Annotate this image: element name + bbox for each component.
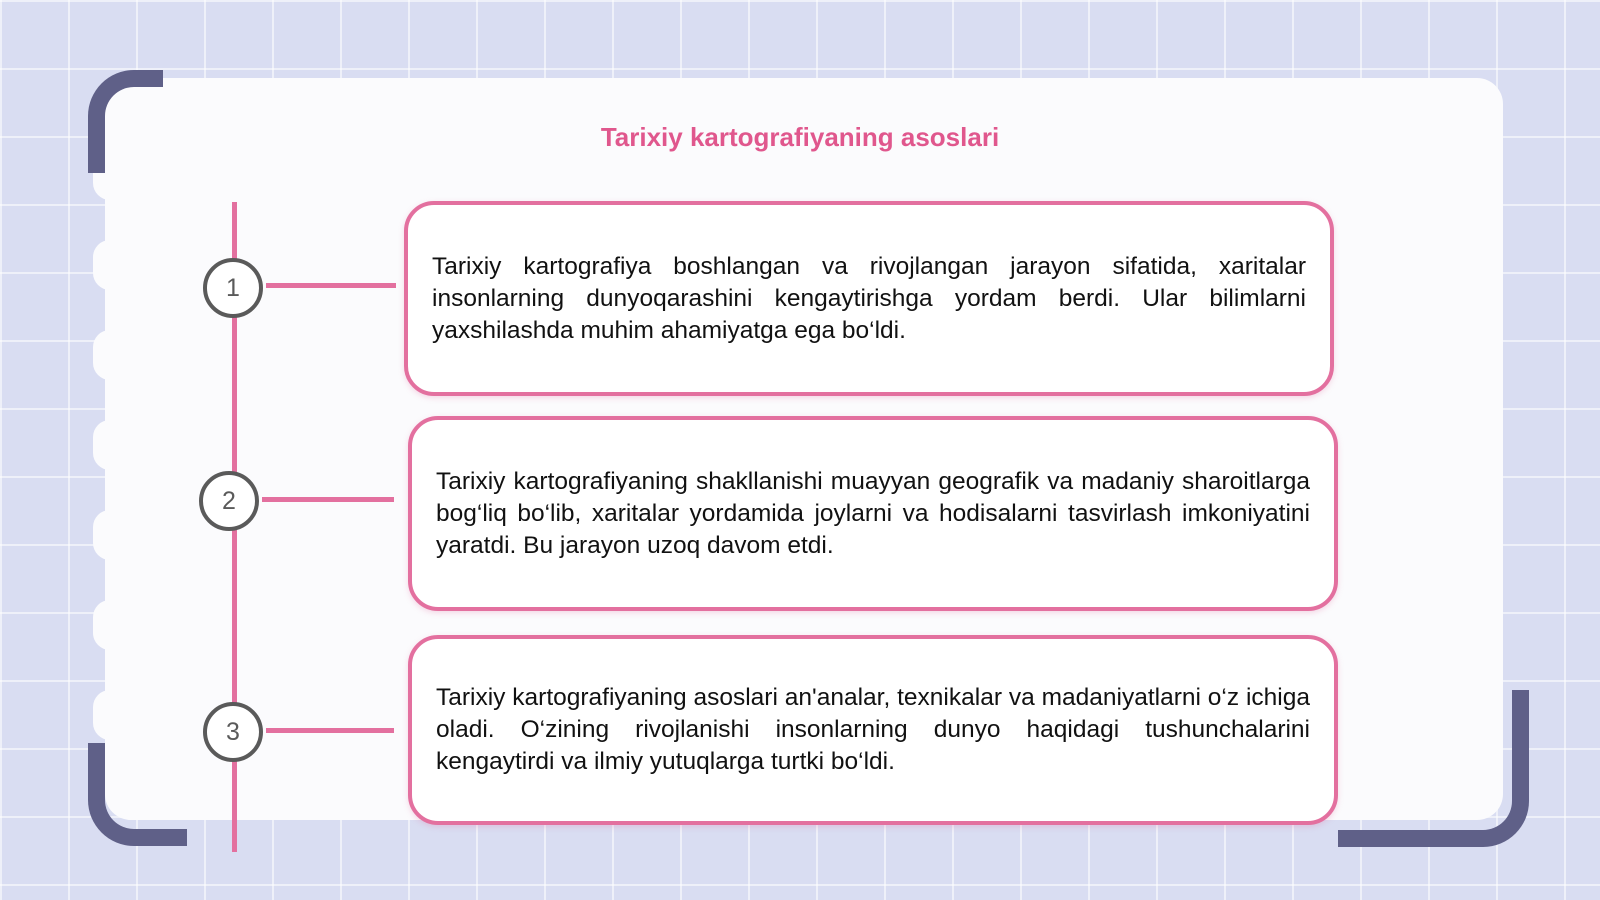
corner-bracket-bottom-right [1338,690,1529,847]
paper-scallop [93,330,127,380]
step-text-2: Tarixiy kartografiyaning shakllanishi muayyan geografik va madaniy sharoitlarga bog‘liq bo‘lib, xaritalar yordamida joylarni va hodisalarni tasvirlash imkoniyatini yaratdi. Bu jarayon uzoq davom etdi. [436,467,1310,559]
step-number-badge-1 [203,258,263,318]
step-number-badge-3 [203,702,263,762]
paper-scallop [93,600,127,650]
step-number-1: 1 [226,273,240,302]
step-number-2: 2 [222,486,236,515]
step-number-3: 3 [226,717,240,746]
timeline-connector-2 [262,497,394,502]
step-text-1: Tarixiy kartografiya boshlangan va rivojlangan jarayon sifatida, xaritalar insonlarning dunyoqarashini kengaytirishga yordam berdi. Ular bilimlarni yaxshilashda muhim ahamiyatga ega bo‘ldi. [432,252,1306,344]
corner-bracket-bottom-left [88,743,187,846]
timeline-connector-1 [266,283,396,288]
step-card-1 [404,201,1334,396]
step-number-badge-2 [199,471,259,531]
paper-scallop [93,240,127,290]
step-card-2 [408,416,1338,611]
paper-scallop [93,510,127,560]
paper-scallop [93,420,127,470]
corner-bracket-top-left [88,70,163,173]
timeline-connector-3 [266,728,394,733]
paper-scallop [93,690,127,740]
step-text-3: Tarixiy kartografiyaning asoslari an'analar, texnikalar va madaniyatlarni o‘z ichiga oladi. O‘zining rivojlanishi insonlarning dunyo haqidagi tushunchalarini kengaytirdi va ilmiy yutuqlarga turtki bo‘ldi. [436,684,1310,775]
slide-title: Tarixiy kartografiyaning asoslari [600,122,1000,152]
step-card-3 [408,635,1338,825]
